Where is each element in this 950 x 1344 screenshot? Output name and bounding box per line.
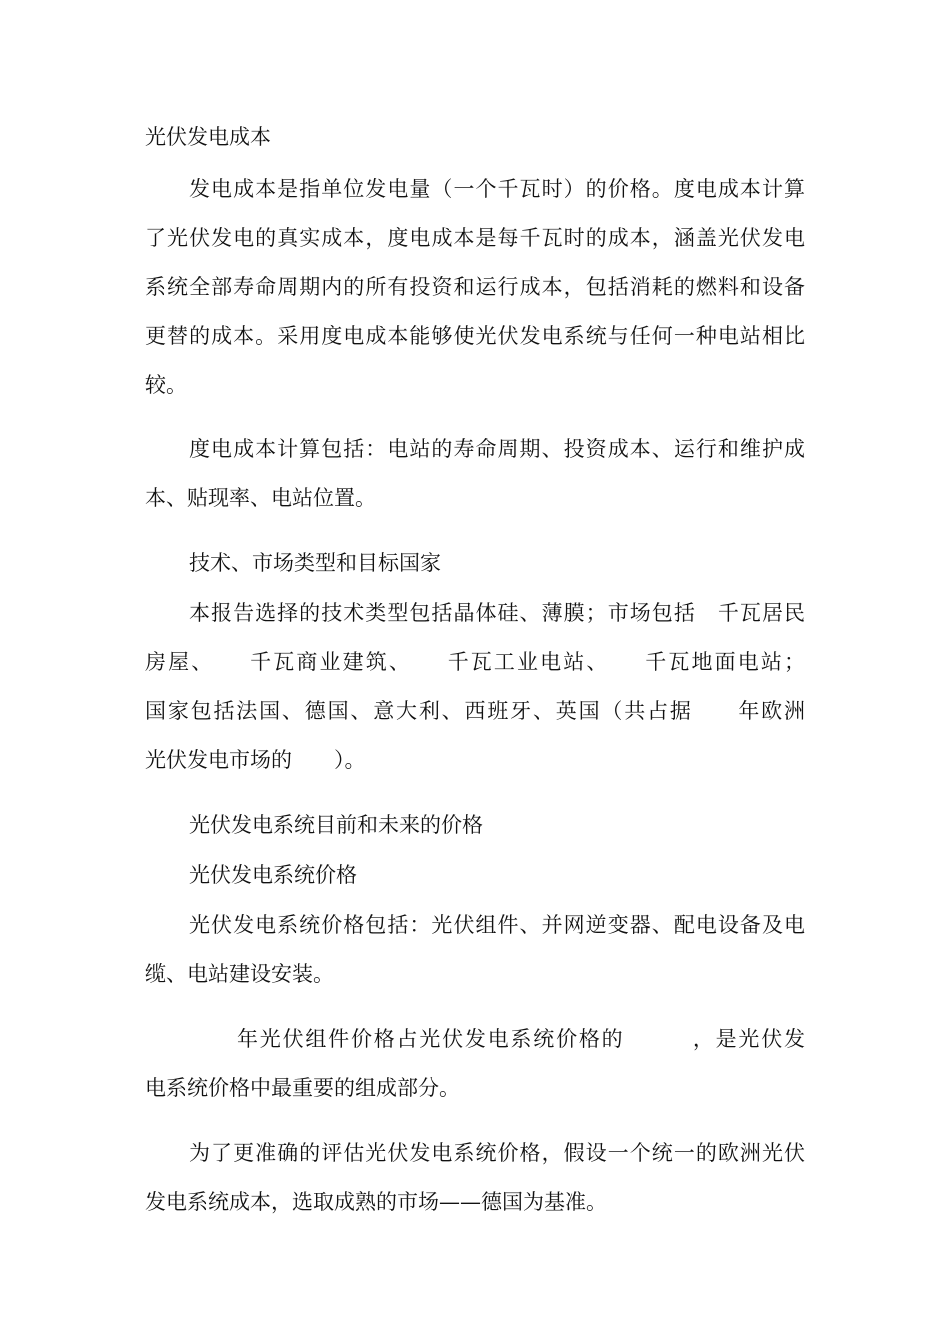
subsection-heading: 技术、市场类型和目标国家 (189, 551, 441, 575)
subsection-heading: 光伏发电系统目前和未来的价格 (189, 813, 483, 837)
paragraph-line: 更替的成本。采用度电成本能够使光伏发电系统与任何一种电站相比 (145, 324, 805, 348)
paragraph-line: 本、贴现率、电站位置。 (145, 486, 376, 510)
paragraph-line: 较。 (145, 373, 187, 397)
paragraph-line: 发电系统成本，选取成熟的市场——德国为基准。 (145, 1190, 607, 1214)
paragraph-line: 了光伏发电的真实成本，度电成本是每千瓦时的成本，涵盖光伏发电 (145, 226, 805, 250)
paragraph-line: 国家包括法国、德国、意大利、西班牙、英国（共占据 年欧洲 (145, 699, 805, 723)
paragraph-line: 房屋、 千瓦商业建筑、 千瓦工业电站、 千瓦地面电站； (145, 650, 805, 674)
paragraph-line: 度电成本计算包括：电站的寿命周期、投资成本、运行和维护成 (189, 437, 805, 461)
paragraph-line: 发电成本是指单位发电量（一个千瓦时）的价格。度电成本计算 (189, 177, 805, 201)
paragraph-line: 年光伏组件价格占光伏发电系统价格的 ，是光伏发 (237, 1027, 805, 1051)
paragraph-line: 光伏发电市场的 ）。 (145, 748, 366, 772)
paragraph-line: 系统全部寿命周期内的所有投资和运行成本，包括消耗的燃料和设备 (145, 275, 805, 299)
paragraph-line: 光伏发电系统价格包括：光伏组件、并网逆变器、配电设备及电 (189, 913, 805, 937)
subsection-heading: 光伏发电系统价格 (189, 863, 357, 887)
paragraph-line: 电系统价格中最重要的组成部分。 (145, 1076, 460, 1100)
paragraph-line: 本报告选择的技术类型包括晶体硅、薄膜；市场包括 千瓦居民 (189, 601, 805, 625)
paragraph-line: 缆、电站建设安装。 (145, 962, 334, 986)
section-heading: 光伏发电成本 (145, 125, 271, 149)
paragraph-line: 为了更准确的评估光伏发电系统价格，假设一个统一的欧洲光伏 (189, 1141, 805, 1165)
